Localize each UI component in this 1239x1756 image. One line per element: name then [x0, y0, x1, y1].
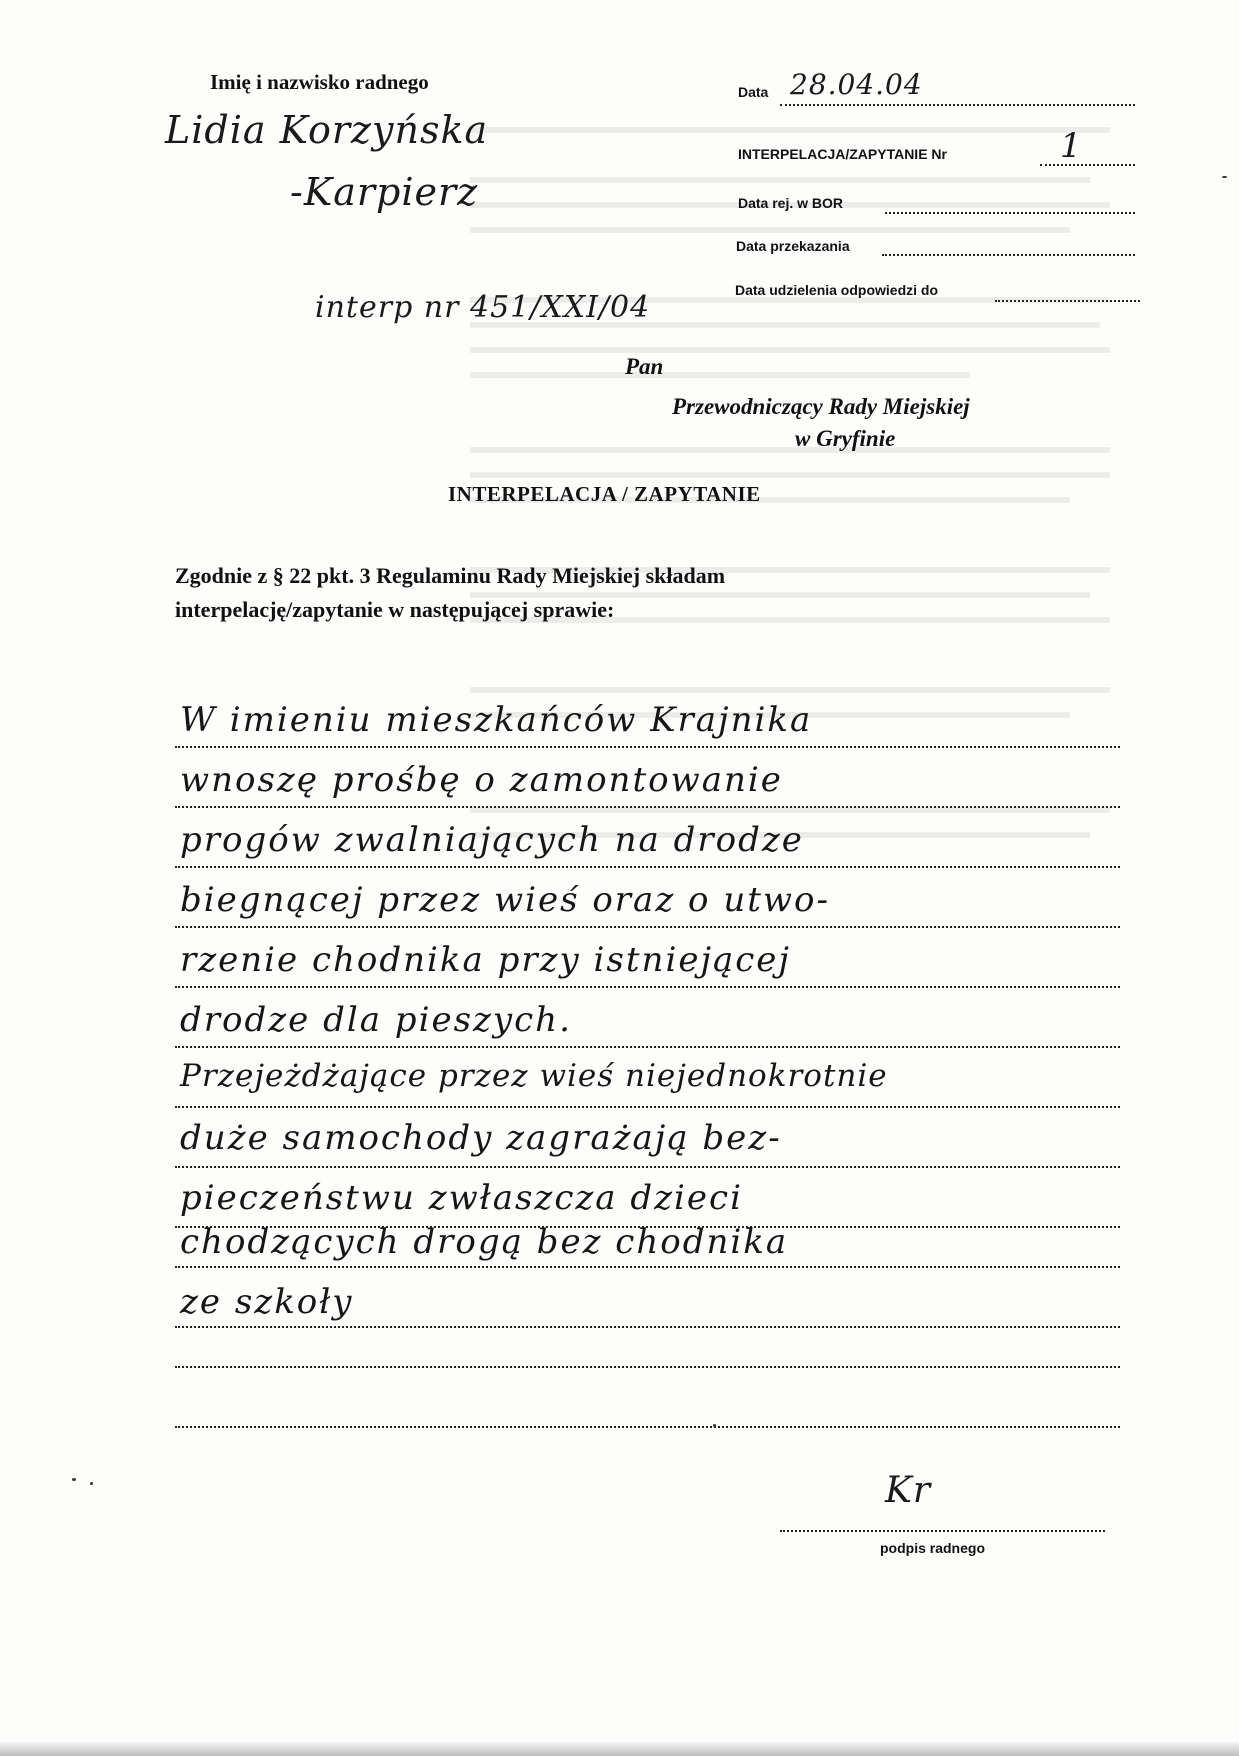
- writing-line: [175, 1046, 1120, 1048]
- handwritten-body-line: Przejeżdżające przez wieś niejednokrotnie: [180, 1058, 888, 1094]
- intro-line-1: Zgodnie z § 22 pkt. 3 Regulaminu Rady Miejskiej składam: [175, 563, 726, 588]
- handwritten-body-line: W imieniu mieszkańców Krajnika: [180, 700, 813, 740]
- handwritten-body-line: wnoszę prośbę o zamontowanie: [180, 760, 783, 800]
- registration-date-label: Data rej. w BOR: [738, 195, 844, 211]
- writing-line: [175, 1266, 1120, 1268]
- handwritten-body-line: duże samochody zagrażają bez-: [180, 1118, 782, 1158]
- writing-line: [175, 746, 1120, 748]
- councillor-surname-handwritten: -Karpierz: [290, 170, 479, 214]
- date-label: Data: [738, 84, 769, 100]
- scan-bottom-edge: [0, 1742, 1239, 1756]
- scan-speck: [713, 1424, 716, 1427]
- writing-line: [175, 1366, 1120, 1368]
- handwritten-body-line: chodzących drogą bez chodnika: [180, 1222, 789, 1262]
- scan-speck: [72, 1478, 76, 1481]
- councillor-name-label: Imię i nazwisko radnego: [210, 70, 429, 94]
- councillor-name-handwritten: Lidia Korzyńska: [165, 108, 489, 152]
- handwritten-body-line: progów zwalniających na drodze: [180, 820, 804, 860]
- handwritten-body-line: biegnącej przez wieś oraz o utwo-: [180, 880, 830, 920]
- signature-label: podpis radnego: [880, 1540, 985, 1556]
- handover-date-label: Data przekazania: [736, 238, 850, 254]
- answer-date-label: Data udzielenia odpowiedzi do: [735, 282, 939, 298]
- interpellation-number-label: INTERPELACJA/ZAPYTANIE Nr: [738, 146, 947, 162]
- handover-date-line: [882, 254, 1135, 256]
- scan-speck: [1222, 176, 1227, 178]
- handwritten-body-line: drodze dla pieszych.: [180, 1000, 572, 1040]
- interpellation-number-value: 1: [1060, 126, 1083, 166]
- date-field-line: [780, 104, 1135, 106]
- addressee-title: Przewodniczący Rady Miejskiej: [672, 394, 970, 419]
- scan-speck: [90, 1482, 93, 1485]
- handwritten-body-line: pieczeństwu zwłaszcza dzieci: [180, 1178, 743, 1218]
- registration-date-line: [885, 212, 1135, 214]
- writing-line: [175, 806, 1120, 808]
- number-field-line: [1040, 164, 1135, 166]
- interpellation-number-note: interp nr 451/XXI/04: [315, 290, 651, 325]
- writing-line: [175, 1106, 1120, 1108]
- signature-line: [780, 1530, 1105, 1532]
- handwritten-body-line: rzenie chodnika przy istniejącej: [180, 940, 791, 980]
- intro-line-2: interpelację/zapytanie w następującej sprawie:: [175, 597, 615, 622]
- answer-date-line: [995, 300, 1140, 302]
- writing-line: [175, 926, 1120, 928]
- date-value: 28.04.04: [790, 68, 923, 101]
- handwritten-body-line: ze szkoły: [180, 1282, 354, 1322]
- writing-line: [175, 1426, 1120, 1428]
- signature-mark: Kr: [885, 1470, 932, 1511]
- addressee-city: w Gryfinie: [795, 426, 896, 451]
- writing-line: [175, 1326, 1120, 1328]
- writing-line: [175, 1166, 1120, 1168]
- writing-line: [175, 986, 1120, 988]
- addressee-salutation: Pan: [625, 354, 664, 379]
- writing-line: [175, 866, 1120, 868]
- document-title: INTERPELACJA / ZAPYTANIE: [448, 482, 761, 506]
